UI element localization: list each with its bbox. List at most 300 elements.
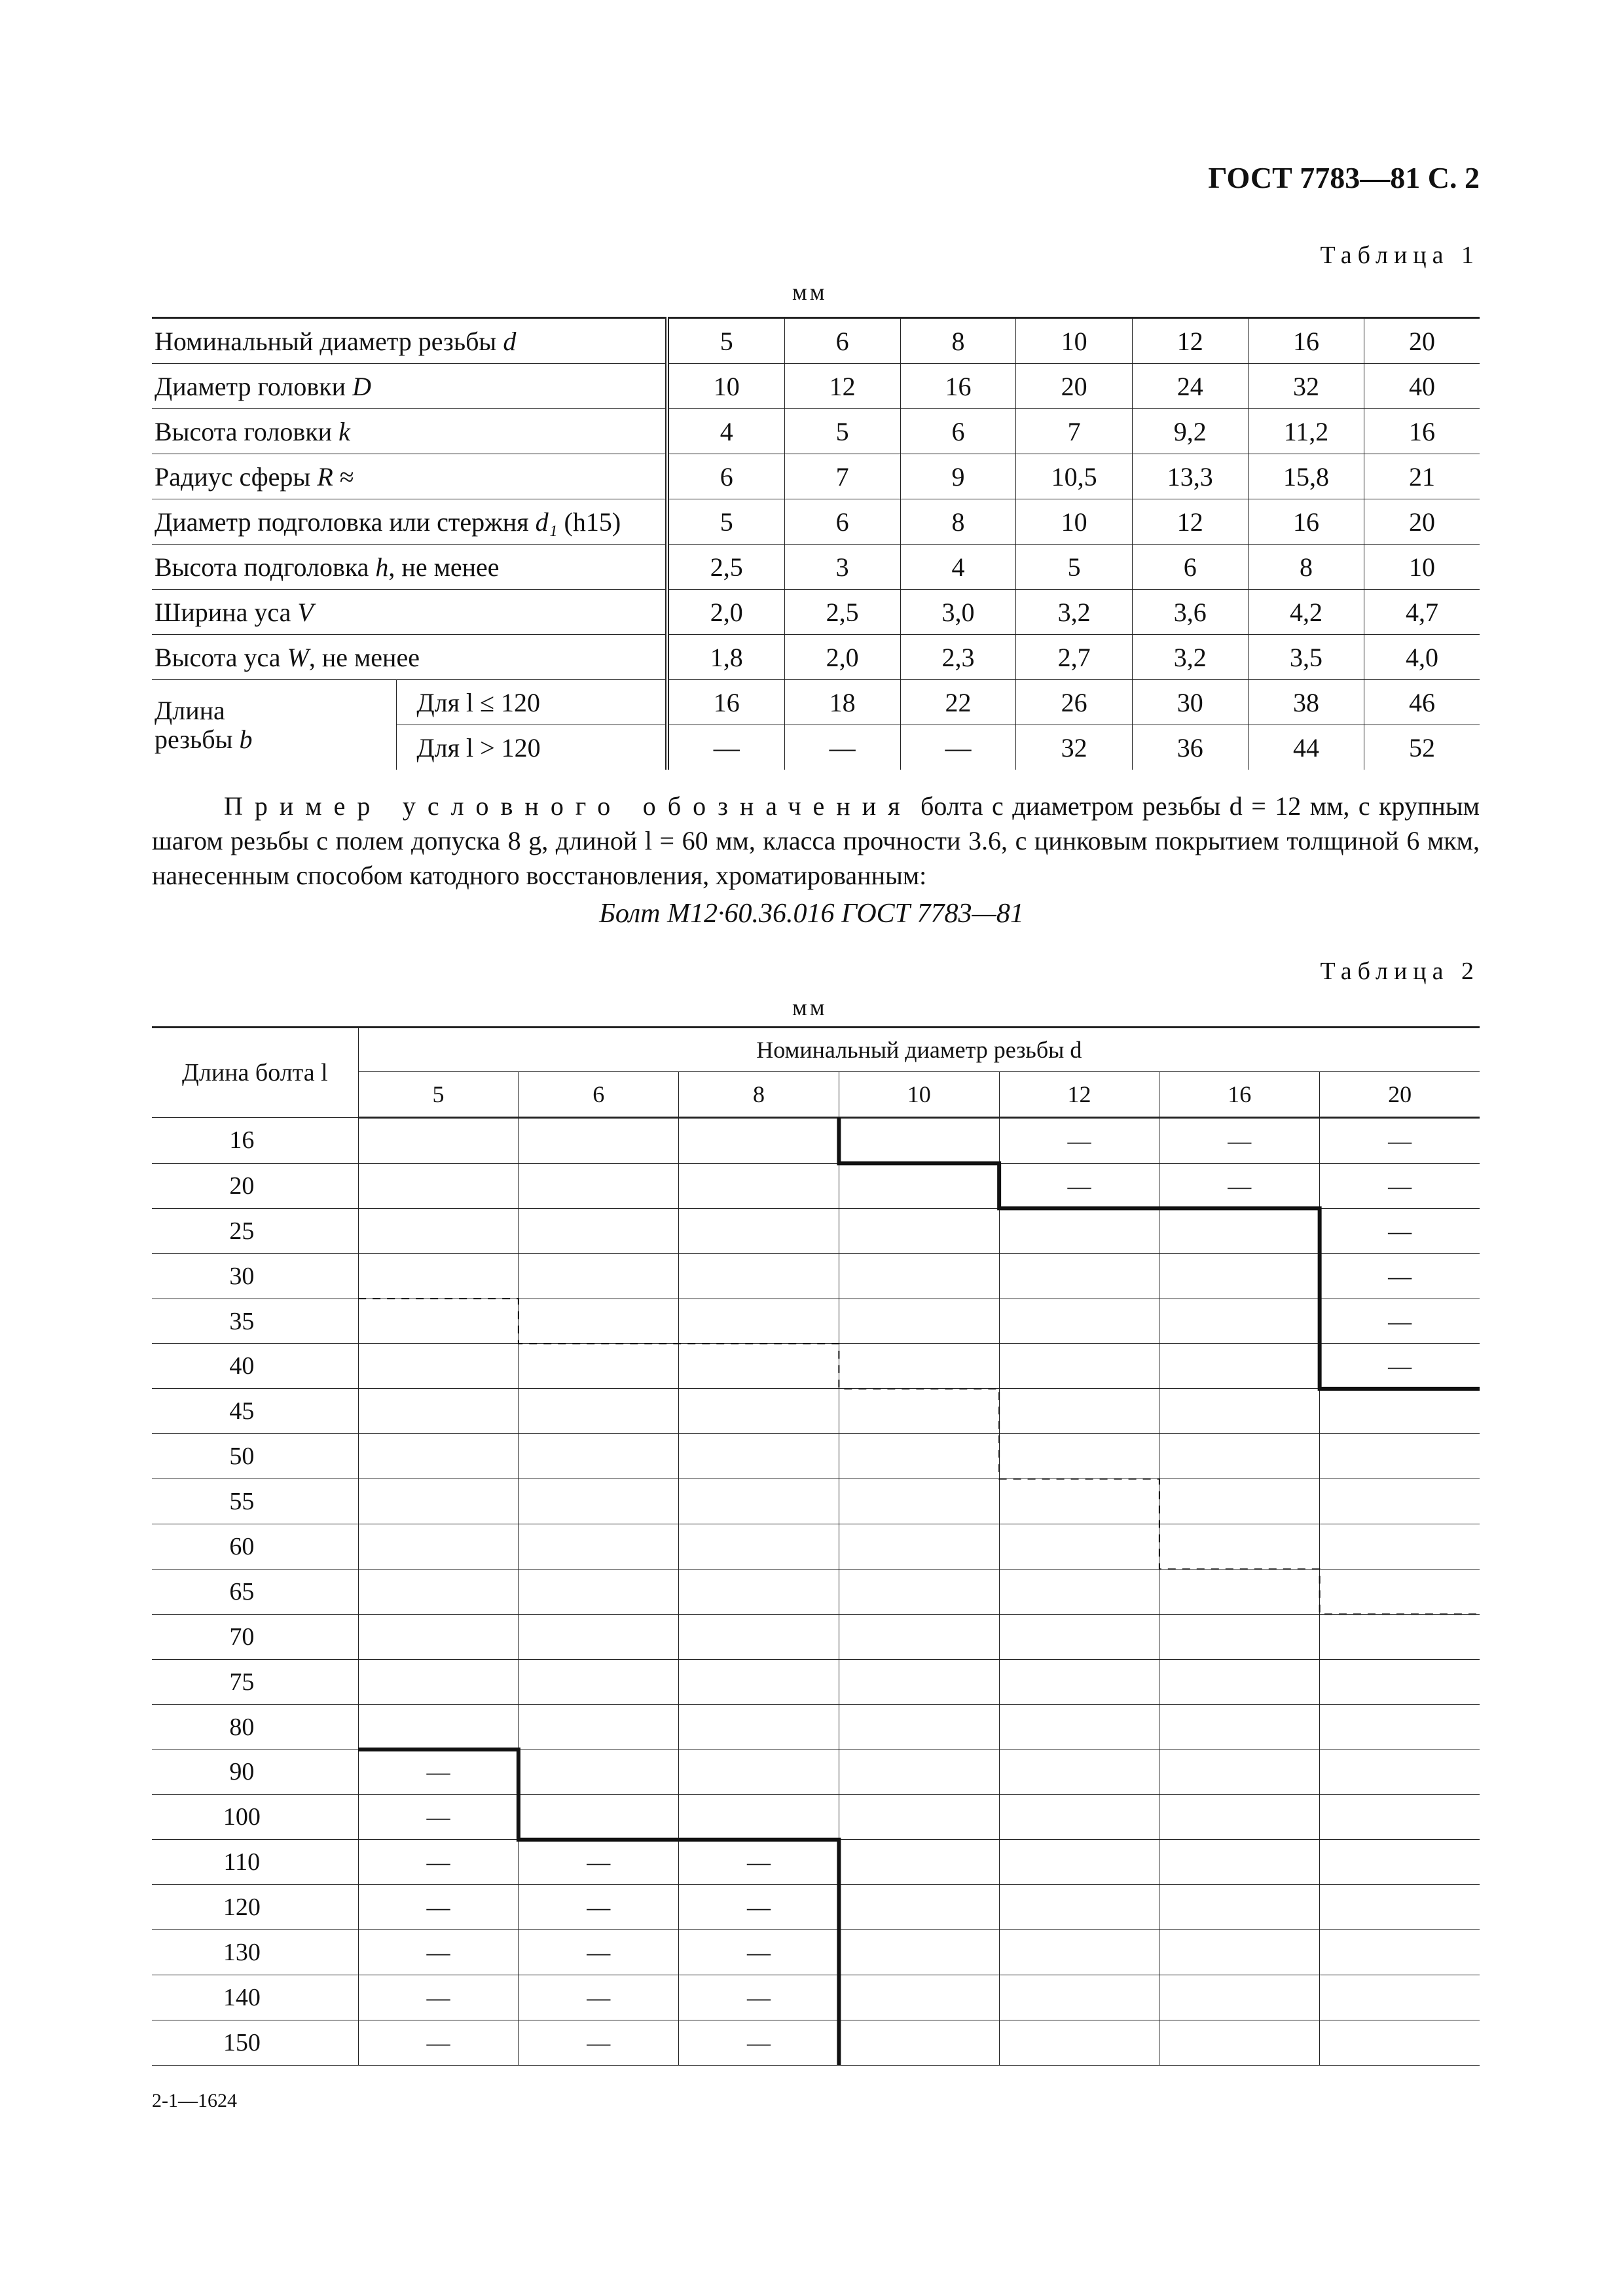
label-text: Длина — [155, 695, 225, 725]
table2-cell — [839, 1344, 999, 1389]
table2-cell — [1159, 1975, 1320, 2020]
table1-cell: 5 — [667, 318, 784, 364]
table1-cell: 8 — [900, 499, 1016, 545]
table2-cell — [1320, 1524, 1480, 1570]
table2-cell — [679, 1118, 839, 1164]
bolt-length: 40 — [152, 1344, 358, 1389]
table1-cell: 16 — [900, 364, 1016, 409]
table2-cell — [1159, 1524, 1320, 1570]
table2-cell — [1159, 1659, 1320, 1704]
table1-cell: 2,5 — [667, 545, 784, 590]
label-symbol: R — [317, 461, 333, 492]
table2-cell — [839, 2020, 999, 2065]
table2-cell — [839, 1659, 999, 1704]
table2-cell — [999, 1253, 1159, 1299]
thread-length-label — [152, 680, 397, 770]
table2-cell — [839, 1253, 999, 1299]
label-text: Номинальный диаметр резьбы — [155, 326, 503, 356]
label-text: Высота подголовка — [155, 552, 376, 582]
table1-cell: 10 — [1016, 318, 1132, 364]
table2-cell — [519, 1253, 679, 1299]
table2-cell — [999, 1885, 1159, 1930]
table2-row — [152, 1569, 1480, 1614]
table2-cell — [679, 1389, 839, 1434]
table2-cell — [358, 1344, 519, 1389]
table1-cell: 32 — [1016, 725, 1132, 770]
bolt-length: 120 — [152, 1885, 358, 1930]
table2-row — [152, 1389, 1480, 1434]
table2-cell — [999, 1208, 1159, 1253]
table1-cell: 10 — [1364, 545, 1480, 590]
table2-cell: — — [519, 1885, 679, 1930]
table2-cell — [519, 1749, 679, 1795]
table2-cell — [1320, 1840, 1480, 1885]
table2-cell — [1159, 1389, 1320, 1434]
table2-cell — [839, 1118, 999, 1164]
table2-cell — [1320, 1749, 1480, 1795]
table2-cell — [519, 1299, 679, 1344]
table2-cell — [999, 1569, 1159, 1614]
table1-row-label — [152, 499, 667, 545]
table1-cell: 26 — [1016, 680, 1132, 725]
table2-cell — [358, 1434, 519, 1479]
label-text: Диаметр подголовка или стержня — [155, 507, 536, 537]
table2-cell — [839, 1704, 999, 1749]
table1-row-label — [152, 454, 667, 499]
table1-cell: 10 — [667, 364, 784, 409]
table1-cell: 18 — [784, 680, 900, 725]
table2-cell — [839, 1389, 999, 1434]
table2-row — [152, 1118, 1480, 1164]
table1-cell: 20 — [1364, 499, 1480, 545]
table2-cell — [679, 1795, 839, 1840]
table2-cell — [839, 1163, 999, 1208]
table2-cell — [839, 1614, 999, 1659]
table1-cell: 7 — [784, 454, 900, 499]
table2-cell — [999, 1479, 1159, 1524]
bolt-length: 75 — [152, 1659, 358, 1704]
table1-cell: 7 — [1016, 409, 1132, 454]
label-text: Диаметр головки — [155, 371, 353, 401]
bolt-length: 100 — [152, 1795, 358, 1840]
table1-row — [152, 680, 1480, 725]
table2-cell — [679, 1163, 839, 1208]
table2-cell: — — [358, 1930, 519, 1975]
table1-cell: 3,5 — [1248, 635, 1364, 680]
label-text: Высота уса — [155, 642, 287, 672]
bolt-length: 110 — [152, 1840, 358, 1885]
table2-row — [152, 1614, 1480, 1659]
table2-cell — [519, 1659, 679, 1704]
table1-cell: 3,2 — [1016, 590, 1132, 635]
table1-cell: 6 — [667, 454, 784, 499]
table2-cell: — — [999, 1163, 1159, 1208]
table2-cell — [1320, 1795, 1480, 1840]
table2-cell: — — [679, 2020, 839, 2065]
table2-row — [152, 2020, 1480, 2065]
table2-cell — [1159, 1614, 1320, 1659]
table1-cell: 20 — [1364, 318, 1480, 364]
table2-cell — [999, 1704, 1159, 1749]
table2-cell: — — [1320, 1344, 1480, 1389]
table2-cell — [358, 1253, 519, 1299]
table1-row-label — [152, 409, 667, 454]
table2-cell: — — [519, 1975, 679, 2020]
table2-cell: — — [358, 1885, 519, 1930]
table1-cell: 36 — [1132, 725, 1248, 770]
table1-cell: 21 — [1364, 454, 1480, 499]
table2-cell — [358, 1659, 519, 1704]
table2-cell — [1320, 1434, 1480, 1479]
diameter-column-header: 16 — [1159, 1072, 1320, 1118]
table2-row — [152, 1795, 1480, 1840]
table1-cell: 2,3 — [900, 635, 1016, 680]
table2-cell — [839, 1840, 999, 1885]
table1-cell: 32 — [1248, 364, 1364, 409]
table2-cell: — — [1320, 1208, 1480, 1253]
table2-cell — [839, 1479, 999, 1524]
diameter-column-header: 20 — [1320, 1072, 1480, 1118]
table1-cell: 6 — [784, 318, 900, 364]
bolt-length: 90 — [152, 1749, 358, 1795]
table2-cell: — — [1320, 1299, 1480, 1344]
table2-cell — [519, 1614, 679, 1659]
table1-cell: 4,0 — [1364, 635, 1480, 680]
table1-cell: 22 — [900, 680, 1016, 725]
table1-cell: 16 — [1248, 499, 1364, 545]
table1-row — [152, 454, 1480, 499]
table2-cell: — — [519, 1930, 679, 1975]
table2-cell — [999, 1614, 1159, 1659]
bolt-length: 20 — [152, 1163, 358, 1208]
label-symbol: D — [352, 371, 371, 401]
table1-cell: 46 — [1364, 680, 1480, 725]
bolt-length: 70 — [152, 1614, 358, 1659]
table2-cell — [358, 1704, 519, 1749]
label-symbol: b — [239, 724, 253, 754]
table1-units: мм — [792, 279, 828, 305]
table2-cell — [999, 1749, 1159, 1795]
table2-cell — [839, 1749, 999, 1795]
table2-cell — [999, 1524, 1159, 1570]
table1-cell: — — [667, 725, 784, 770]
table2-cell: — — [358, 1749, 519, 1795]
table1-row — [152, 635, 1480, 680]
table1-row — [152, 318, 1480, 364]
table2-cell — [999, 1975, 1159, 2020]
label-text: Высота головки — [155, 416, 339, 446]
designation-code: Болт М12·60.36.016 ГОСТ 7783—81 — [599, 899, 1024, 929]
table1-cell: 3,6 — [1132, 590, 1248, 635]
table2-cell — [358, 1524, 519, 1570]
bolt-length: 80 — [152, 1704, 358, 1749]
table1-cell: — — [784, 725, 900, 770]
table2-cell — [999, 1930, 1159, 1975]
table1-caption: Таблица 1 — [1320, 242, 1480, 269]
table1-cell: 15,8 — [1248, 454, 1364, 499]
table2-cell — [1159, 1930, 1320, 1975]
table2-row — [152, 1524, 1480, 1570]
table2-cell — [999, 1434, 1159, 1479]
example-lead: Пример условного обозначения — [224, 791, 912, 821]
table2-cell — [839, 1930, 999, 1975]
table1-row — [152, 409, 1480, 454]
table1-cell: 6 — [900, 409, 1016, 454]
table1-cell: 4,7 — [1364, 590, 1480, 635]
table2-cell — [519, 1118, 679, 1164]
table2-cell — [679, 1659, 839, 1704]
table2-cell: — — [679, 1975, 839, 2020]
table1-cell: 5 — [1016, 545, 1132, 590]
bolt-length: 140 — [152, 1975, 358, 2020]
table1-cell: 2,0 — [784, 635, 900, 680]
table2-cell — [1159, 1885, 1320, 1930]
table2-cell — [679, 1524, 839, 1570]
table1-cell: 38 — [1248, 680, 1364, 725]
table1-cell: 8 — [1248, 545, 1364, 590]
table2-cell: — — [1320, 1118, 1480, 1164]
table1-cell: 1,8 — [667, 635, 784, 680]
table2-cell — [1159, 1479, 1320, 1524]
table1-cell: 24 — [1132, 364, 1248, 409]
label-suffix: ≈ — [333, 461, 354, 492]
table2-cell — [679, 1704, 839, 1749]
table1-cell: 9 — [900, 454, 1016, 499]
table2-cell — [1320, 1614, 1480, 1659]
table2-cell: — — [519, 1840, 679, 1885]
diameter-column-header: 10 — [839, 1072, 999, 1118]
table2-row — [152, 1930, 1480, 1975]
table2-cell — [1320, 2020, 1480, 2065]
diameter-header: Номинальный диаметр резьбы d — [358, 1028, 1480, 1072]
table2-cell — [839, 1885, 999, 1930]
table1-cell: 3,2 — [1132, 635, 1248, 680]
label-text: Радиус сферы — [155, 461, 318, 492]
table2-cell — [679, 1434, 839, 1479]
table1-row-label — [152, 364, 667, 409]
table2-row — [152, 1208, 1480, 1253]
bolt-length: 16 — [152, 1118, 358, 1164]
table2-cell: — — [1159, 1163, 1320, 1208]
table2-cell — [839, 1524, 999, 1570]
diameter-column-header: 12 — [999, 1072, 1159, 1118]
table2-cell — [839, 1208, 999, 1253]
table1-row-label — [152, 635, 667, 680]
table2-row — [152, 1840, 1480, 1885]
table2-cell: — — [1159, 1118, 1320, 1164]
table2-cell: — — [358, 2020, 519, 2065]
table1-cell: 30 — [1132, 680, 1248, 725]
table1-cell: — — [900, 725, 1016, 770]
table2-cell — [1159, 1840, 1320, 1885]
table2-cell: — — [519, 2020, 679, 2065]
table2-cell — [839, 1795, 999, 1840]
table2-cell — [679, 1749, 839, 1795]
table2-cell — [1159, 1569, 1320, 1614]
table2-cell — [1320, 1930, 1480, 1975]
table1-cell: 3 — [784, 545, 900, 590]
table1-cell: 2,7 — [1016, 635, 1132, 680]
table1-cell: 13,3 — [1132, 454, 1248, 499]
table2-cell — [519, 1163, 679, 1208]
table2-cell: — — [679, 1840, 839, 1885]
table1-cell: 4,2 — [1248, 590, 1364, 635]
table2-row — [152, 1253, 1480, 1299]
table1 — [152, 317, 1480, 770]
table2-cell — [358, 1569, 519, 1614]
designation-example — [152, 789, 1480, 893]
table1-cell: 2,5 — [784, 590, 900, 635]
table2-cell — [1159, 1299, 1320, 1344]
thread-length-condition: Для l > 120 — [397, 725, 667, 770]
table2-cell — [1320, 1885, 1480, 1930]
table2-row — [152, 1479, 1480, 1524]
table1-row-label — [152, 318, 667, 364]
table2-cell — [519, 1704, 679, 1749]
table2-cell — [1159, 1253, 1320, 1299]
table2-cell — [1320, 1975, 1480, 2020]
table1-row — [152, 545, 1480, 590]
footer-code: 2-1—1624 — [152, 2090, 237, 2111]
bolt-length: 35 — [152, 1299, 358, 1344]
table2-cell — [519, 1434, 679, 1479]
table2-cell — [519, 1524, 679, 1570]
bolt-length: 30 — [152, 1253, 358, 1299]
table2-cell — [519, 1208, 679, 1253]
table1-cell: 12 — [1132, 499, 1248, 545]
table1-row-label — [152, 590, 667, 635]
label-symbol: V — [297, 597, 314, 627]
table1-cell: 40 — [1364, 364, 1480, 409]
table2-cell — [679, 1208, 839, 1253]
table2-cell — [519, 1479, 679, 1524]
table2-cell: — — [358, 1975, 519, 2020]
table2-cell — [1159, 1344, 1320, 1389]
table2-row — [152, 1975, 1480, 2020]
table2 — [152, 1026, 1480, 2066]
table2-row — [152, 1749, 1480, 1795]
table2-cell: — — [679, 1885, 839, 1930]
table2-cell — [358, 1208, 519, 1253]
table2-cell — [839, 1569, 999, 1614]
table2-cell: — — [1320, 1253, 1480, 1299]
table2-cell — [999, 1344, 1159, 1389]
label-suffix: (h15) — [557, 507, 621, 537]
table1-cell: 12 — [1132, 318, 1248, 364]
table2-cell: — — [358, 1795, 519, 1840]
table2-cell — [679, 1253, 839, 1299]
table1-row — [152, 590, 1480, 635]
label-symbol: k — [338, 416, 350, 446]
table2-cell — [999, 1795, 1159, 1840]
page-title: ГОСТ 7783—81 С. 2 — [1208, 161, 1480, 194]
table2-cell — [839, 1975, 999, 2020]
label-suffix: , не менее — [388, 552, 500, 582]
table1-cell: 4 — [667, 409, 784, 454]
table2-cell — [358, 1389, 519, 1434]
table2-cell — [1159, 1704, 1320, 1749]
table2-cell — [1159, 2020, 1320, 2065]
bolt-length: 55 — [152, 1479, 358, 1524]
table2-cell: — — [679, 1930, 839, 1975]
table1-cell: 6 — [784, 499, 900, 545]
table1-cell: 44 — [1248, 725, 1364, 770]
table1-cell: 9,2 — [1132, 409, 1248, 454]
table2-cell — [358, 1118, 519, 1164]
table1-cell: 3,0 — [900, 590, 1016, 635]
table2-cell: — — [999, 1118, 1159, 1164]
label-symbol: h — [375, 552, 389, 582]
table2-cell — [358, 1163, 519, 1208]
label-symbol: d — [503, 326, 517, 356]
table2-cell — [679, 1344, 839, 1389]
table2-cell — [519, 1389, 679, 1434]
table1-cell: 10,5 — [1016, 454, 1132, 499]
diameter-column-header: 8 — [679, 1072, 839, 1118]
bolt-length: 130 — [152, 1930, 358, 1975]
bolt-length: 60 — [152, 1524, 358, 1570]
table1-cell: 2,0 — [667, 590, 784, 635]
table2-cell — [999, 1299, 1159, 1344]
table2-cell — [519, 1795, 679, 1840]
table2-row — [152, 1434, 1480, 1479]
diameter-column-header: 6 — [519, 1072, 679, 1118]
table2-cell — [679, 1299, 839, 1344]
table2-cell — [519, 1569, 679, 1614]
table1-row — [152, 499, 1480, 545]
table2-cell — [839, 1299, 999, 1344]
table2-row — [152, 1659, 1480, 1704]
bolt-length: 150 — [152, 2020, 358, 2065]
table1-cell: 11,2 — [1248, 409, 1364, 454]
table1-cell: 4 — [900, 545, 1016, 590]
table1-cell: 16 — [667, 680, 784, 725]
table2-cell — [358, 1614, 519, 1659]
table2-cell — [1159, 1795, 1320, 1840]
table2-cell — [1159, 1434, 1320, 1479]
table1-cell: 10 — [1016, 499, 1132, 545]
bolt-length: 50 — [152, 1434, 358, 1479]
label-suffix: , не менее — [308, 642, 420, 672]
table2-cell — [1320, 1659, 1480, 1704]
table2-cell — [999, 1840, 1159, 1885]
table1-cell: 6 — [1132, 545, 1248, 590]
table1-row-label — [152, 545, 667, 590]
table1-cell: 52 — [1364, 725, 1480, 770]
table2-row — [152, 1299, 1480, 1344]
table2-row — [152, 1885, 1480, 1930]
table2-units: мм — [792, 994, 828, 1020]
table1-cell: 5 — [667, 499, 784, 545]
table2-cell — [839, 1434, 999, 1479]
table2-cell — [999, 2020, 1159, 2065]
table2-cell — [1159, 1208, 1320, 1253]
table2-cell — [1159, 1749, 1320, 1795]
label-symbol: d₁ — [535, 507, 558, 537]
bolt-length: 25 — [152, 1208, 358, 1253]
table2-row — [152, 1704, 1480, 1749]
table2-caption: Таблица 2 — [1320, 958, 1480, 985]
table2-row — [152, 1163, 1480, 1208]
table2-cell — [1320, 1704, 1480, 1749]
table2-cell — [1320, 1569, 1480, 1614]
table2-cell — [679, 1569, 839, 1614]
table2-cell — [679, 1614, 839, 1659]
bolt-length: 65 — [152, 1569, 358, 1614]
table1-cell: 12 — [784, 364, 900, 409]
label-text: резьбы — [155, 724, 240, 754]
thread-length-condition: Для l ≤ 120 — [397, 680, 667, 725]
